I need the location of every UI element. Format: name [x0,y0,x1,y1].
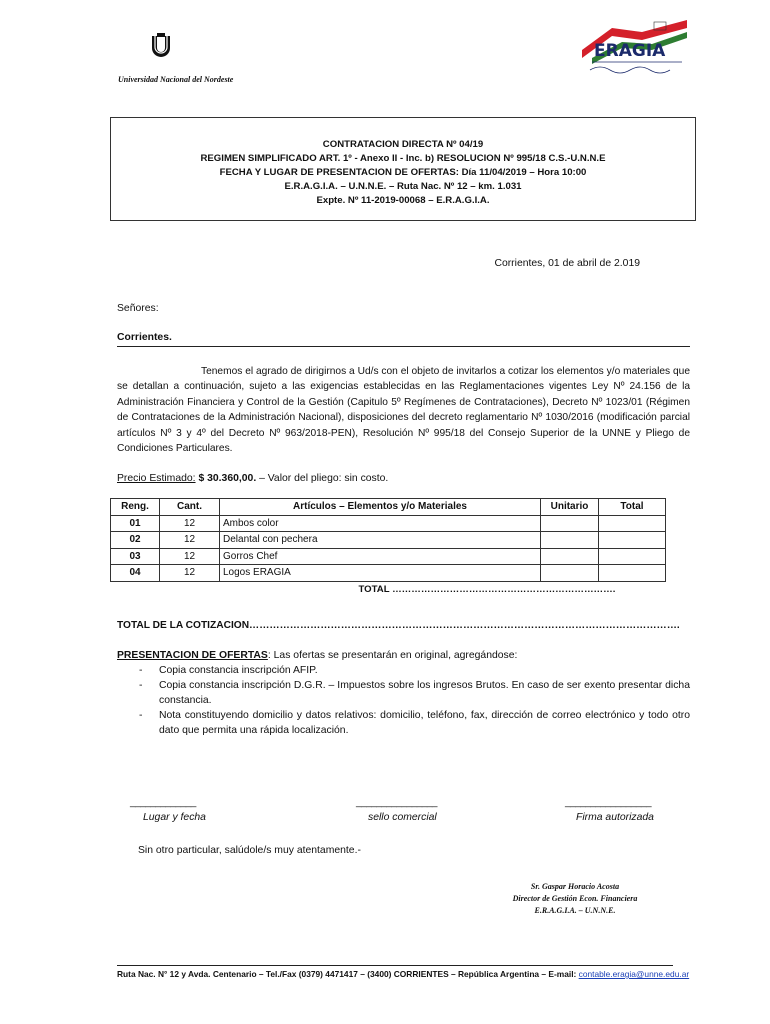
row-cant: 12 [160,548,220,565]
footer-email-link[interactable]: contable.eragia@unne.edu.ar [578,969,690,979]
footer-text: Ruta Nac. N° 12 y Avda. Centenario – Tel./Fax (0379) 4471417 – (3400) CORRIENTES – República Argentina – E-mail: [117,969,579,979]
col-total: Total [599,499,666,516]
contract-header-box [110,117,696,221]
presentacion-text: : Las ofertas se presentarán en original, agregándose: [267,650,518,661]
header-line-3: FECHA Y LUGAR DE PRESENTACION DE OFERTAS: Día 11/04/2019 – Hora 10:00 [219,167,587,178]
row-cant: 12 [160,565,220,582]
unne-name: Universidad Nacional del Nordeste [118,75,234,84]
eragia-logo [582,18,692,76]
signer-role: Director de Gestión Econ. Financiera [512,894,638,903]
letter-date: Corrientes, 01 de abril de 2.019 [494,258,640,269]
row-unitario [541,548,599,565]
precio-value: $ 30.360,00. [198,473,257,484]
list-item-text: Copia constancia inscripción AFIP. [159,665,318,676]
row-item: Delantal con pechera [220,532,541,549]
row-item: Ambos color [220,515,541,532]
table-row [111,565,666,582]
presentacion-label: PRESENTACION DE OFERTAS [117,650,268,661]
total-cotizacion: TOTAL DE LA COTIZACION………………………………………………………………………………………………………………. [117,620,680,631]
list-item-text: Copia constancia inscripción D.G.R. – Impuestos sobre los ingresos Brutos. En caso de ser exento presentar dicha constancia. [159,680,690,706]
estimated-price [117,471,388,486]
list-item-text: Nota constituyendo domicilio y datos relativos: domicilio, teléfono, fax, dirección de correo electrónico y todo otro dato que permita una rápida localización. [159,710,690,736]
col-articulos: Artículos – Elementos y/o Materiales [220,499,541,516]
table-row [111,532,666,549]
label-firma: Firma autorizada [576,812,654,823]
precio-rest: – Valor del pliego: sin costo. [256,473,389,484]
row-unitario [541,565,599,582]
table-row [111,548,666,565]
header-line-5: Expte. Nº 11-2019-00068 – E.R.A.G.I.A. [316,195,490,206]
row-reng: 01 [111,515,160,532]
list-item: - Nota constituyendo domicilio y datos relativos: domicilio, teléfono, fax, dirección de correo electrónico y todo otro dato que permita una rápida localización. [139,710,690,736]
label-lugar-fecha: Lugar y fecha [143,812,206,823]
footer-divider [117,965,673,966]
table-total-row [111,581,666,597]
header-line-1: CONTRATACION DIRECTA Nº 04/19 [322,139,484,150]
row-item: Logos ERAGIA [220,565,541,582]
closing-text: Sin otro particular, salúdole/s muy atentamente.- [138,845,361,856]
col-reng: Reng. [111,499,160,516]
header-line-4: E.R.A.G.I.A. – U.N.N.E. – Ruta Nac. Nº 12 – km. 1.031 [284,181,522,192]
row-reng: 03 [111,548,160,565]
row-reng: 04 [111,565,160,582]
signature-line-auth: _________________ [565,797,652,808]
presentacion-intro [117,648,690,663]
signer-name: Sr. Gaspar Horacio Acosta [530,882,620,891]
row-item: Gorros Chef [220,548,541,565]
signer-block [500,881,650,917]
row-cant: 12 [160,515,220,532]
header-line-2: REGIMEN SIMPLIFICADO ART. 1º - Anexo II - Inc. b) RESOLUCION Nº 995/18 C.S.-U.N.N.E [200,153,606,164]
row-total [599,548,666,565]
presentacion-section [117,648,690,738]
row-total [599,565,666,582]
signature-line-seal: ________________ [356,797,437,808]
row-total [599,532,666,549]
intro-paragraph: Tenemos el agrado de dirigirnos a Ud/s con el objeto de invitarlos a cotizar los elementos y/o materiales que se detallan a continuación, sujeto a las exigencias establecidas en las Reglamentaciones vigentes Ley Nº 24.156 de la Administración Financiera y Control de la Gestión (Capitulo 5º Regímenes de Contrataciones), Decreto Nº 1023/01 (Régimen de Contrataciones de la Administración Nacional), disposiciones del decreto reglamentario Nº 1030/2016 (modificación parcial artículos Nº 3 y 4º del Decreto Nº 963/2018-PEN), Resolución Nº 995/18 del Consejo Superior de la UNNE y Pliego de Condiciones Particulares. [117,366,690,455]
svg-text:ERAGIA: ERAGIA [594,41,666,61]
items-table [110,498,666,597]
list-item: - Copia constancia inscripción D.G.R. – Impuestos sobre los ingresos Brutos. En caso de ser exento presentar dicha constancia. [139,680,690,706]
label-sello: sello comercial [368,812,437,823]
row-total [599,515,666,532]
row-unitario [541,515,599,532]
greeting: Señores: [117,303,159,314]
table-header-row [111,499,666,516]
row-unitario [541,532,599,549]
col-unitario: Unitario [541,499,599,516]
recipient-city: Corrientes. [117,332,172,343]
footer [117,969,689,979]
row-reng: 02 [111,532,160,549]
row-cant: 12 [160,532,220,549]
signer-org: E.R.A.G.I.A. – U.N.N.E. [534,906,616,915]
divider [117,346,690,347]
table-row [111,515,666,532]
col-cant: Cant. [160,499,220,516]
table-total: TOTAL ……………………………………………………………. [358,583,616,595]
precio-label: Precio Estimado: [117,473,196,484]
list-item: - Copia constancia inscripción AFIP. [139,665,318,676]
signature-line-place: _____________ [130,797,196,808]
